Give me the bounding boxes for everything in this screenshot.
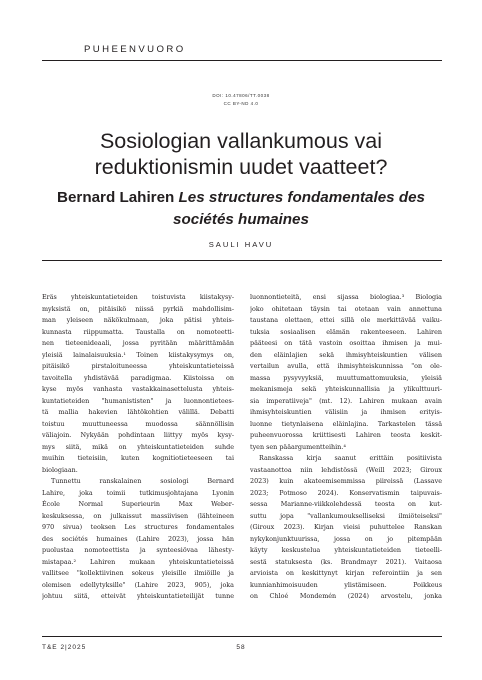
subtitle-book-title: Les structures fondamentales des sociétés humaines (173, 189, 425, 228)
body-line: mys siitä, mikä on yhteiskuntatieteiden suhde (42, 442, 234, 451)
section-label: PUHEENVUORO (84, 44, 186, 55)
body-line: mekanismeja sekä yhteiskunnallisia ja ylikulttuuri- (250, 385, 442, 393)
body-line: nykykonjunktuurissa, jossa on jo pitempään (250, 534, 442, 543)
body-line: tavoitella yhdistävää paradigmaa. Kiistoissa on (42, 373, 234, 382)
body-line: kunnianhimoisuuden ylistämiseen. Poikkeus (250, 580, 442, 589)
body-column-right (250, 292, 442, 603)
body-line: pitäisikö pirstaloituneessa yhteiskuntatieteissä (42, 362, 234, 370)
body-line: biologiaan. (42, 465, 78, 474)
header-rule (42, 60, 442, 61)
article-title: Sosiologian vallankumous vai reduktionismin uudet vaatteet? (94, 129, 388, 179)
body-line: tuksia sosiaalisen elämän rakenteeseen. Lahiren (250, 327, 442, 336)
article-subtitle (30, 187, 452, 231)
author-name: SAULI HAVU (208, 240, 274, 249)
body-line: massa pysyvyyksiä, muuttumattomuuksia, yleisiä (250, 373, 442, 382)
body-line: joko ohitetaan täysin tai otetaan vain annettuna (250, 304, 442, 313)
body-line: tyen sen pääargumentteihin.⁴ (250, 442, 346, 451)
license-line: CC BY-ND 4.0 (223, 101, 259, 106)
body-line: johtuu siitä, etteivät yhteiskuntatieteilijät tunne (42, 592, 234, 600)
body-line: puheenvuorossa kriittisesti Lahiren teosta keskit- (250, 431, 442, 439)
body-line: taustana olettaen, ettei sillä ole merkittävää vaiku- (250, 316, 442, 324)
body-line: vastaanottoa niin lehdistössä (Weill 2023; Giroux (250, 465, 442, 474)
body-line: den eläinlajien sekä ihmisyhteiskuntien välisen (250, 350, 442, 359)
body-line: vallitsee "kollektiivinen sokeus yleisille ilmiöille ja (42, 569, 234, 577)
body-line: Eräs yhteiskuntatieteiden toistuvista kiistakysy- (42, 293, 234, 301)
body-column-left (42, 292, 234, 603)
body-line: arvioista on keskittynyt kirjan referointiin ja sen (250, 569, 442, 577)
body-line: puolustaa nomoteettista ja synteesiövaa lähesty- (42, 546, 234, 554)
body-line: Tunnettu ranskalainen sosiologi Bernard (51, 477, 234, 485)
body-line: väliajoin. Nykyään pohdintaan liittyy myös kysy- (42, 431, 234, 439)
body-line: (Giroux 2023). Kirjan vieisi puhutteleе Ranskan (250, 523, 442, 531)
body-line: luonnontieteitä, ensi sijassa biologiaa.³ Biologia (250, 293, 442, 301)
body-line: kuntatieteiden "humanististen" ja luonnontietees- (42, 396, 234, 405)
body-line: kyse myös vanhasta vastakkainasettelusta yhteis- (42, 385, 234, 393)
body-line: muihin tieteisiin, kuten kognitiotieteeseen tai (42, 454, 234, 462)
body-line: kunnasta riippumatta. Taustalla on nomoteetti- (42, 327, 234, 336)
body-line: on Chloé Mondemén (2024) arvostelu, jonka (250, 592, 442, 600)
body-line: olemisen edellytyksille" (Lahire 2023, 905), joka (42, 580, 234, 589)
body-line: vertailun avulla, että ihmisyhteiskunnissa "on ole- (250, 362, 442, 370)
body-line: yleisiä lainalaisuuksia.¹ Toinen kiistakysymys on, (42, 350, 234, 359)
author-rule (42, 260, 442, 261)
doi-line: DOI: 10.47806/TT.0038 (212, 93, 270, 98)
body-line: suttu jopa "vallankumoukselliseksi ilmiöteiseksi" (250, 511, 442, 520)
footer-rule (42, 636, 442, 637)
body-line: 2023; Potmoso 2024). Konservatismin taipuvais- (250, 488, 442, 497)
body-line: käyty keskustelua yhteiskuntatieteiden tieteelli- (250, 546, 442, 554)
body-line: sestä statuksesta (ks. Brandmayr 2021). Vaitaosa (250, 557, 442, 566)
footer-journal: T&E 2|2025 (42, 644, 87, 651)
body-line: 2023) kuin akateemisemmissa piireissä (Lassave (250, 477, 442, 485)
body-line: tä mallia hakevien lähtökohtien välillä. Debatti (42, 408, 234, 416)
body-line: Lahire, joka toimii tutkimusjohtajana Lyonin (42, 488, 234, 497)
body-line: sia imperatiiveja" (mt. 12). Lahiren mukaan avain (250, 396, 442, 405)
body-line: 970 sivua) teoksen Les structures fondamentales (42, 523, 234, 531)
body-line: mistapaa.² Lahiren mukaan yhteiskuntatieteissä (42, 557, 234, 566)
subtitle-author-part: Bernard Lahiren (57, 189, 179, 206)
body-line: Ranskassa kirja saanut erittäin positiivista (259, 454, 442, 462)
body-line: toistuu muuttuneessa muodossa säännöllisin (42, 419, 234, 428)
body-line: sessa Marianne-viikkolehdessä teosta on kut- (250, 500, 442, 508)
body-line: pääteesi on tätä vastoin osoittaa ihmisen ja mui- (250, 339, 442, 347)
body-line: ihmisyhteiskuntien välisiin ja ihmisen erityis- (250, 408, 442, 416)
body-line: nen tieteenideaali, jossa pyritään määrittämään (42, 339, 234, 347)
footer-page-number: 58 (236, 644, 246, 651)
body-line: myksistä on, pitäisikö niissä pyrkiä mahdollisim- (42, 304, 234, 313)
body-line: keskuksessa, on julkaissut massiivisen (lähteineen (42, 511, 234, 520)
body-line: man yleiseen näkökulmaan, joka pätisi yhteis- (42, 316, 234, 324)
body-line: des sociétés humaines (Lahire 2023), jossa hän (42, 534, 234, 543)
body-line: École Normal Superieurin Max Weber- (42, 500, 234, 508)
body-line: luonne tietynlaisena eläinlajina. Tarkastelen tässä (250, 419, 442, 428)
